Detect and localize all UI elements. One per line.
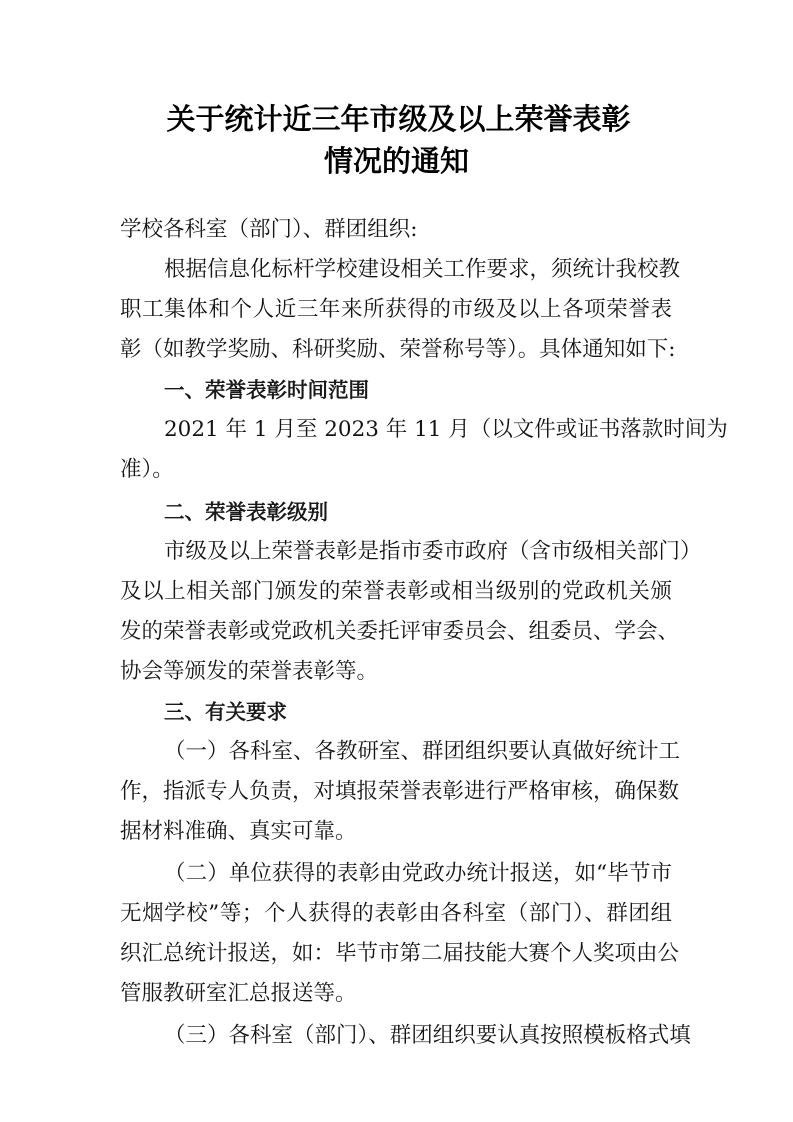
requirement-line: 管服教研室汇总报送等。 xyxy=(120,981,357,1006)
requirement-line: 无烟学校”等；个人获得的表彰由各科室（部门）、群团组 xyxy=(120,901,672,926)
requirement-line: （一）各科室、各教研室、群团组织要认真做好统计工 xyxy=(164,739,681,764)
section-heading-requirements: 三、有关要求 xyxy=(164,700,287,724)
section-heading-level: 二、荣誉表彰级别 xyxy=(164,500,328,524)
notice-title-line-1: 关于统计近三年市级及以上荣誉表彰 xyxy=(166,102,631,136)
requirement-line: 织汇总统计报送，如：毕节市第二届技能大赛个人奖项由公 xyxy=(120,941,680,966)
section-line: 发的荣誉表彰或党政机关委托评审委员会、组委员、学会、 xyxy=(120,619,680,644)
intro-line: 根据信息化标杆学校建设相关工作要求，须统计我校教 xyxy=(164,257,681,282)
section-line: 及以上相关部门颁发的荣誉表彰或相当级别的党政机关颁 xyxy=(120,579,672,604)
requirement-line: 作，指派专人负责，对填报荣誉表彰进行严格审核，确保数 xyxy=(120,779,680,804)
notice-title-line-2: 情况的通知 xyxy=(323,144,469,178)
requirement-line: 据材料准确、真实可靠。 xyxy=(120,819,357,844)
section-line: 协会等颁发的荣誉表彰等。 xyxy=(120,659,379,684)
intro-line: 彰（如教学奖励、科研奖励、荣誉称号等）。具体通知如下: xyxy=(120,337,676,362)
section-line: 市级及以上荣誉表彰是指市委市政府（含市级相关部门） xyxy=(164,539,702,564)
salutation: 学校各科室（部门）、群团组织: xyxy=(120,217,418,242)
intro-line: 职工集体和个人近三年来所获得的市级及以上各项荣誉表 xyxy=(120,297,672,322)
requirement-line: （三）各科室（部门）、群团组织要认真按照模板格式填 xyxy=(164,1023,691,1048)
section-line: 准）。 xyxy=(120,457,174,482)
section-line: 2021 年 1 月至 2023 年 11 月（以文件或证书落款时间为 xyxy=(164,417,728,442)
requirement-line: （二）单位获得的表彰由党政办统计报送，如“毕节市 xyxy=(164,861,672,886)
section-heading-time-range: 一、荣誉表彰时间范围 xyxy=(164,378,369,402)
